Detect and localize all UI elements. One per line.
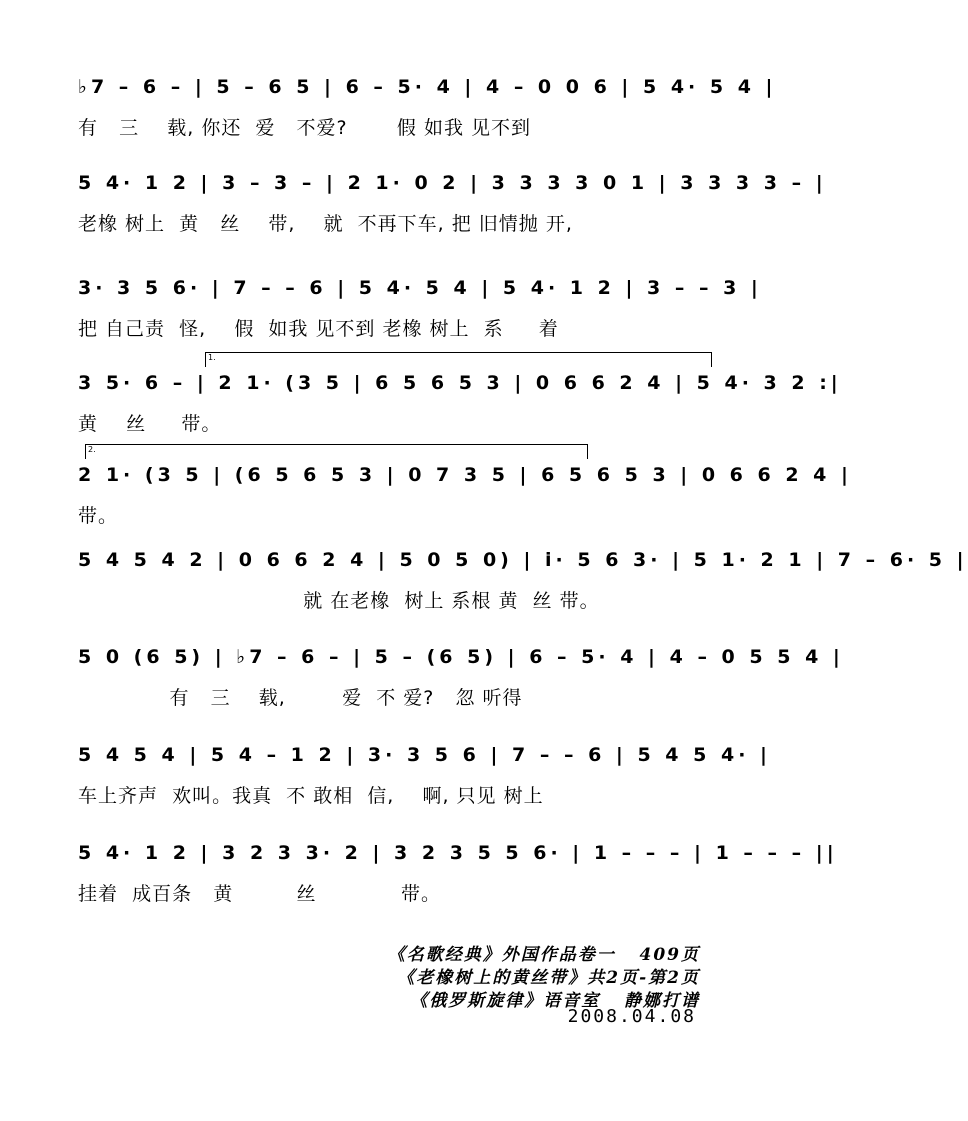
notation-line: 5 4 5 4 2 | 0 6 6 2 4 | 5 0 5 0) | i· 5 6 3· | 5 1· 2 1 | 7 – 6· 5 | bbox=[78, 549, 968, 571]
notation-line: 3 5· 6 – | 2 1· (3 5 | 6 5 6 5 3 | 0 6 6 2 4 | 5 4· 3 2 :| bbox=[78, 372, 842, 394]
footer-credit: 《俄罗斯旋律》语音室 静娜打谱 bbox=[410, 991, 700, 1011]
score-system bbox=[0, 460, 852, 540]
lyrics-line: 车上齐声 欢叫。我真 不 敢相 信, 啊, 只见 树上 bbox=[78, 785, 544, 807]
score-system bbox=[0, 642, 844, 722]
score-system bbox=[0, 740, 792, 820]
footer-date: 2008.04.08 bbox=[567, 1006, 696, 1027]
notation-line: ♭7 – 6 – | 5 – 6 5 | 6 – 5· 4 | 4 – 0 0 6 | 5 4· 5 4 | bbox=[78, 76, 777, 98]
score-system bbox=[0, 273, 792, 353]
score-system bbox=[0, 168, 827, 248]
lyrics-line: 带。 bbox=[78, 505, 119, 527]
lyrics-line: 老橡 树上 黄 丝 带, 就 不再下车, 把 旧情抛 开, bbox=[78, 213, 573, 235]
score-system bbox=[0, 368, 842, 448]
notation-line: 5 4· 1 2 | 3 2 3 3· 2 | 3 2 3 5 5 6· | 1 – – – | 1 – – – || bbox=[78, 842, 838, 864]
footer-title: 《老橡树上的黄丝带》共2页-第2页 bbox=[397, 968, 700, 988]
score-system bbox=[0, 72, 792, 152]
lyrics-line: 有 三 载, 爱 不 爱? 忽 听得 bbox=[78, 687, 523, 709]
notation-line: 5 4· 1 2 | 3 – 3 – | 2 1· 0 2 | 3 3 3 3 0 1 | 3 3 3 3 – | bbox=[78, 172, 827, 194]
lyrics-line: 就 在老橡 树上 系根 黄 丝 带。 bbox=[78, 590, 600, 612]
notation-line: 5 0 (6 5) | ♭7 – 6 – | 5 – (6 5) | 6 – 5· 4 | 4 – 0 5 5 4 | bbox=[78, 646, 844, 668]
score-system bbox=[0, 545, 968, 625]
lyrics-line: 有 三 载, 你还 爱 不爱? 假 如我 见不到 bbox=[78, 117, 531, 139]
lyrics-line: 挂着 成百条 黄 丝 带。 bbox=[78, 883, 442, 905]
notation-line: 3· 3 5 6· | 7 – – 6 | 5 4· 5 4 | 5 4· 1 2 | 3 – – 3 | bbox=[78, 277, 762, 299]
lyrics-line: 黄 丝 带。 bbox=[78, 413, 222, 435]
notation-line: 2 1· (3 5 | (6 5 6 5 3 | 0 7 3 5 | 6 5 6 5 3 | 0 6 6 2 4 | bbox=[78, 464, 852, 486]
notation-line: 5 4 5 4 | 5 4 – 1 2 | 3· 3 5 6 | 7 – – 6 | 5 4 5 4· | bbox=[78, 744, 771, 766]
volta-second-ending: 2. bbox=[85, 444, 588, 459]
footer-source: 《名歌经典》外国作品卷一 409页 bbox=[387, 945, 700, 965]
score-system bbox=[0, 838, 838, 918]
volta-first-ending: 1. bbox=[205, 352, 712, 367]
lyrics-line: 把 自己责 怪, 假 如我 见不到 老橡 树上 系 着 bbox=[78, 318, 559, 340]
